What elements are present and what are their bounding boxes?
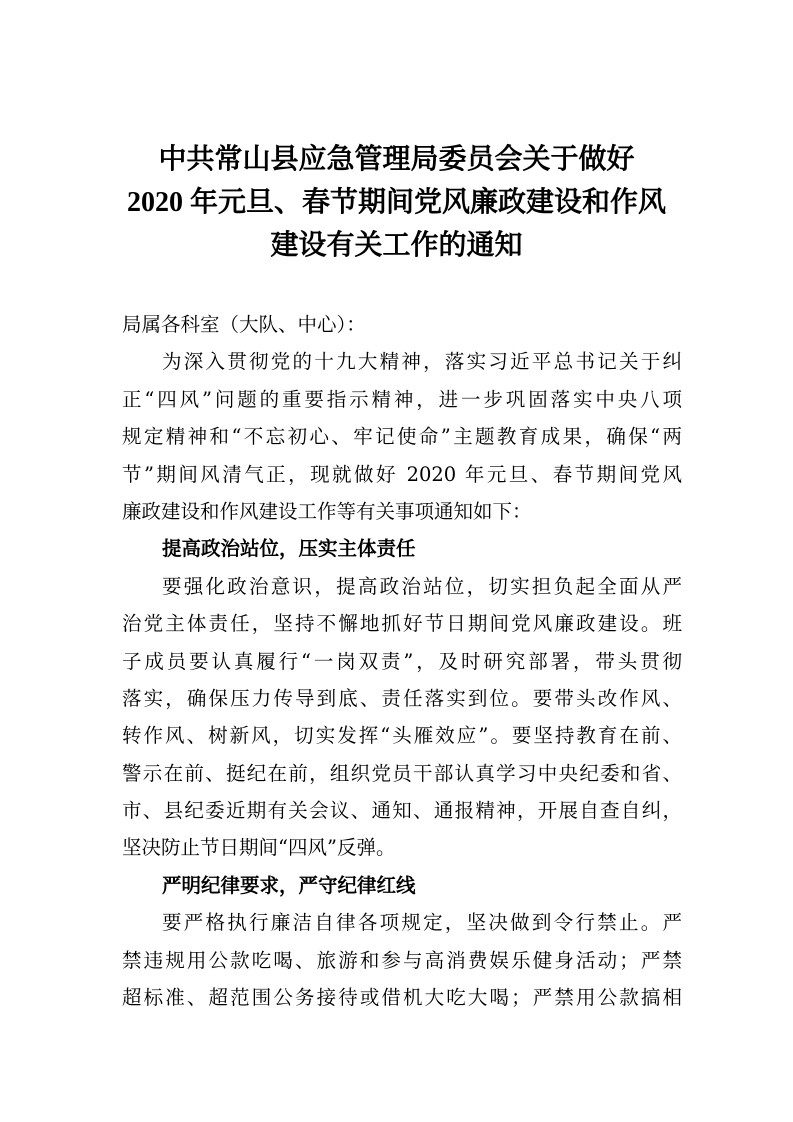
paragraph-line: 廉政建设和作风建设工作等有关事项通知如下： <box>122 499 532 523</box>
salutation: 局属各科室（大队、中心）： <box>122 313 366 336</box>
paragraph-line: 转作风、树新风，切实发挥“头雁效应”。要坚持教育在前、 <box>122 724 682 748</box>
paragraph-line: 子成员要认真履行“一岗双责”，及时研究部署，带头贯彻 <box>122 649 682 673</box>
paragraph-line: 超标准、超范围公务接待或借机大吃大喝；严禁用公款搞相 <box>122 986 682 1010</box>
paragraph-line: 规定精神和“不忘初心、牢记使命”主题教育成果，确保“两 <box>122 425 682 449</box>
paragraph-line: 要强化政治意识，提高政治站位，切实担负起全面从严 <box>162 574 682 598</box>
paragraph-line: 市、县纪委近期有关会议、通知、通报精神，开展自查自纠， <box>122 799 682 823</box>
paragraph-line: 治党主体责任，坚持不懈地抓好节日期间党风廉政建设。班 <box>122 612 682 636</box>
title-line: 建设有关工作的通知 <box>270 230 523 261</box>
paragraph-line: 节”期间风清气正，现就做好 2020 年元旦、春节期间党风 <box>122 462 682 486</box>
title-line: 中共常山县应急管理局委员会关于做好 <box>158 144 635 175</box>
paragraph-line: 落实，确保压力传导到底、责任落实到位。要带头改作风、 <box>122 686 682 710</box>
document-body <box>122 306 682 1016</box>
document-title <box>0 138 793 267</box>
paragraph-line: 正“四风”问题的重要指示精神，进一步巩固落实中央八项 <box>122 387 682 411</box>
paragraph-line: 坚决防止节日期间“四风”反弹。 <box>122 836 396 860</box>
paragraph-line: 警示在前、挺纪在前，组织党员干部认真学习中央纪委和省、 <box>122 761 682 785</box>
paragraph-line: 禁违规用公款吃喝、旅游和参与高消费娱乐健身活动；严禁 <box>122 948 682 972</box>
title-line: 2020 年元旦、春节期间党风廉政建设和作风 <box>126 187 666 218</box>
section-heading: 严明纪律要求，严守纪律红线 <box>162 873 416 897</box>
section-heading: 提高政治站位，压实主体责任 <box>162 537 416 561</box>
paragraph-line: 要严格执行廉洁自律各项规定，坚决做到令行禁止。严 <box>162 911 682 935</box>
paragraph-line: 为深入贯彻党的十九大精神，落实习近平总书记关于纠 <box>162 350 682 374</box>
